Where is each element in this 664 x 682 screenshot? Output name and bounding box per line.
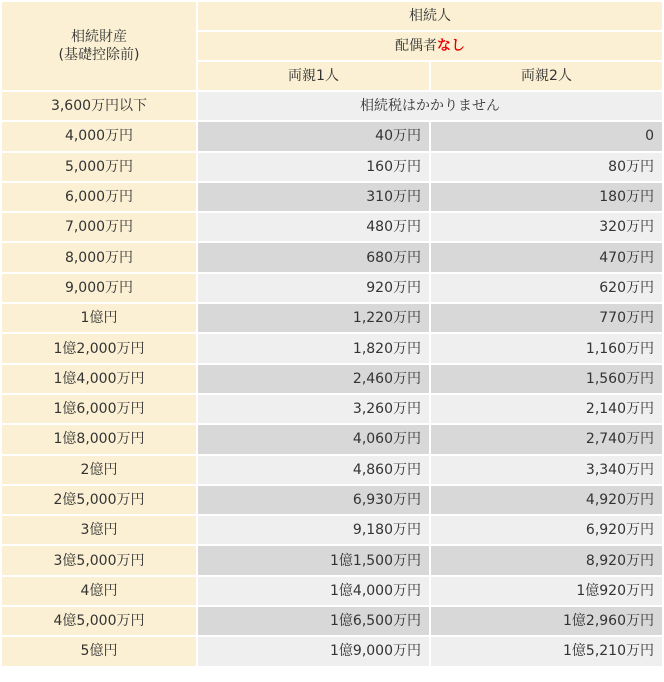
two-parents-tax-cell: 770万円 [431,304,662,332]
estate-cell: 5億円 [2,637,196,665]
estate-cell: 1億2,000万円 [2,334,196,362]
table-row [2,546,662,574]
two-parents-tax-cell: 80万円 [431,153,662,181]
estate-cell: 7,000万円 [2,213,196,241]
estate-cell: 3億5,000万円 [2,546,196,574]
one-parent-tax-cell: 920万円 [198,274,429,302]
table-row [2,425,662,453]
table-row [2,516,662,544]
table-row [2,334,662,362]
one-parent-tax-cell: 2,460万円 [198,365,429,393]
table-row [2,213,662,241]
table-row [2,153,662,181]
two-parents-tax-cell: 180万円 [431,183,662,211]
estate-cell: 1億6,000万円 [2,395,196,423]
two-parents-tax-cell: 1,160万円 [431,334,662,362]
one-parent-tax-cell: 1,820万円 [198,334,429,362]
estate-cell: 6,000万円 [2,183,196,211]
estate-cell: 2億円 [2,456,196,484]
two-parents-tax-cell: 320万円 [431,213,662,241]
two-parents-tax-cell: 0 [431,122,662,150]
two-parents-tax-cell: 3,340万円 [431,456,662,484]
table-row [2,577,662,605]
two-parents-tax-cell: 2,740万円 [431,425,662,453]
estate-cell: 4億円 [2,577,196,605]
table-row [2,304,662,332]
two-parents-tax-cell: 2,140万円 [431,395,662,423]
heirs-header: 相続人 [198,2,662,30]
table-row [2,607,662,635]
two-parents-tax-cell: 1億5,210万円 [431,637,662,665]
two-parents-tax-cell: 6,920万円 [431,516,662,544]
one-parent-tax-cell: 4,860万円 [198,456,429,484]
table-row [2,395,662,423]
one-parent-tax-cell: 1億1,500万円 [198,546,429,574]
no-tax-message: 相続税はかかりません [198,92,662,120]
table-row [2,122,662,150]
two-parents-tax-cell: 470万円 [431,243,662,271]
spouse-header [198,32,662,60]
one-parent-tax-cell: 160万円 [198,153,429,181]
two-parents-tax-cell: 4,920万円 [431,486,662,514]
one-parent-tax-cell: 310万円 [198,183,429,211]
estate-header [2,2,196,90]
estate-cell: 3,600万円以下 [2,92,196,120]
two-parents-tax-cell: 8,920万円 [431,546,662,574]
estate-cell: 5,000万円 [2,153,196,181]
two-parents-tax-cell: 1,560万円 [431,365,662,393]
one-parent-tax-cell: 480万円 [198,213,429,241]
col-header-one-parent: 両親1人 [198,62,429,90]
estate-header-line1: 相続財産 [71,29,127,45]
estate-cell: 9,000万円 [2,274,196,302]
one-parent-tax-cell: 1億6,500万円 [198,607,429,635]
estate-cell: 1億円 [2,304,196,332]
estate-cell: 1億4,000万円 [2,365,196,393]
one-parent-tax-cell: 3,260万円 [198,395,429,423]
one-parent-tax-cell: 680万円 [198,243,429,271]
estate-header-line2: (基礎控除前) [58,47,140,63]
one-parent-tax-cell: 9,180万円 [198,516,429,544]
spouse-prefix: 配偶者 [395,38,437,54]
table-row [2,365,662,393]
two-parents-tax-cell: 620万円 [431,274,662,302]
one-parent-tax-cell: 4,060万円 [198,425,429,453]
one-parent-tax-cell: 40万円 [198,122,429,150]
col-header-two-parents: 両親2人 [431,62,662,90]
two-parents-tax-cell: 1億920万円 [431,577,662,605]
table-row [2,486,662,514]
estate-cell: 8,000万円 [2,243,196,271]
estate-cell: 2億5,000万円 [2,486,196,514]
one-parent-tax-cell: 1億9,000万円 [198,637,429,665]
table-row [2,243,662,271]
table-row [2,183,662,211]
one-parent-tax-cell: 1億4,000万円 [198,577,429,605]
spouse-none-label: なし [437,38,465,54]
table-row [2,274,662,302]
one-parent-tax-cell: 1,220万円 [198,304,429,332]
table-row [2,637,662,665]
estate-cell: 4億5,000万円 [2,607,196,635]
table-row [2,456,662,484]
no-tax-row [2,92,662,120]
one-parent-tax-cell: 6,930万円 [198,486,429,514]
two-parents-tax-cell: 1億2,960万円 [431,607,662,635]
estate-cell: 4,000万円 [2,122,196,150]
estate-cell: 1億8,000万円 [2,425,196,453]
estate-cell: 3億円 [2,516,196,544]
